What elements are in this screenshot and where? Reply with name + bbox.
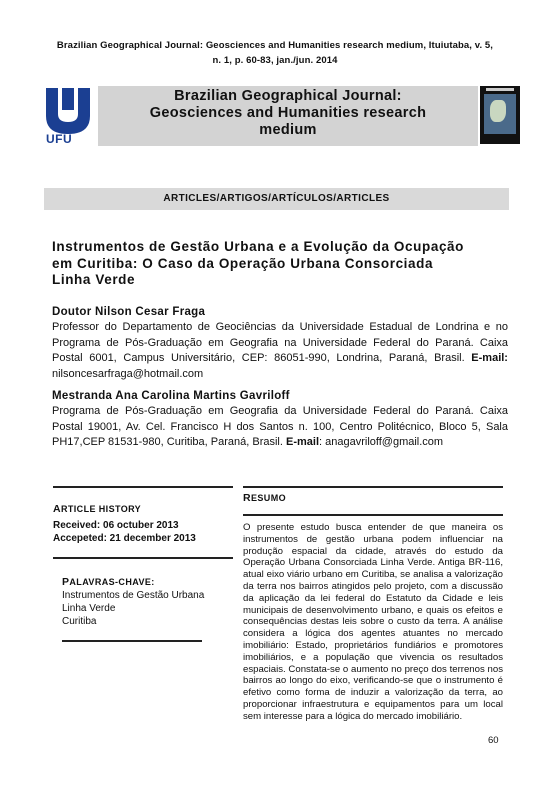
- logo-text: UFU: [46, 132, 73, 146]
- accepted-date: Accepeted: 21 december 2013: [53, 533, 196, 544]
- received-date: Received: 06 octuber 2013: [53, 520, 179, 531]
- author-email[interactable]: nilsoncesarfraga@hotmail.com: [52, 367, 204, 380]
- affiliation-text: Professor do Departamento de Geociências da Universidade Estadual de Londrina e no Programa de Pós-Graduação em Geografia na Universidade Federal do Paraná. Caixa Postal 6001, Campus Universitário, CEP: 86051-990, Londrina, Paraná, Brasil.: [52, 321, 508, 364]
- article-title-line2: em Curitiba: O Caso da Operação Urbana Consorciada: [52, 255, 434, 271]
- header-title-line3: medium: [259, 122, 317, 138]
- author-name: Doutor Nilson Cesar Fraga: [52, 306, 206, 318]
- resumo-heading: RESUMO: [243, 492, 286, 504]
- email-label: E-mail: [286, 436, 320, 448]
- divider: [243, 486, 503, 488]
- cover-map-icon: [490, 100, 506, 122]
- journal-citation-line2: n. 1, p. 60-83, jan./jun. 2014: [212, 55, 338, 66]
- abstract-text: O presente estudo busca entender de que maneira os instrumentos de gestão urbana podem influenciar na produção espacial da cidade, através do estudo da Operação Urbana Consorciada Linha Verde. Antiga BR-116, atual eixo viário urbano em Curitiba, se analisa a valorização da terra nos bairros atingidos pelo projeto, com a discussão da aplicação da lei federal do Estatuto da Cidade e leis municipais de desenvolvimento urbano, e quais os efeitos e consequências destas leis sobre o custo da terra. A análise considera a lógica dos agentes atuantes no mercado imobiliário: Estado, proprietários fundiários e promotores imobiliários, e a população que vivencia os resultados espaciais. Constata-se o aumento no preço dos terrenos nos bairros ao longo do eixo, verificando-se que o instrumento é efetivo como forma de induzir a valorização da terra, ao proporcionar infraestrutura e equipamentos para um local sem interesse para a lógica do mercado imobiliário.: [243, 522, 503, 722]
- divider: [53, 557, 233, 559]
- email-label: E-mail:: [471, 352, 508, 364]
- article-title: [52, 239, 512, 289]
- keywords-heading: PALAVRAS-CHAVE:: [62, 576, 155, 588]
- article-history-heading: ARTICLE HISTORY: [53, 503, 142, 515]
- page-number: 60: [488, 735, 499, 746]
- divider: [53, 486, 233, 488]
- divider: [243, 514, 503, 516]
- keyword-item: Instrumentos de Gestão Urbana: [62, 590, 205, 601]
- article-title-line1: Instrumentos de Gestão Urbana e a Evolução da Ocupação: [52, 239, 465, 254]
- journal-header-title: [98, 88, 478, 139]
- header-title-line1: Brazilian Geographical Journal:: [174, 88, 402, 104]
- section-label: ARTICLES/ARTIGOS/ARTÍCULOS/ARTICLES: [163, 193, 390, 204]
- header-title-line2: Geosciences and Humanities research: [149, 105, 427, 121]
- article-title-line3: Linha Verde: [52, 272, 136, 287]
- author-name: Mestranda Ana Carolina Martins Gavriloff: [52, 390, 290, 402]
- author-affiliation: [52, 404, 508, 451]
- journal-citation: [40, 38, 510, 68]
- journal-citation-line1: Brazilian Geographical Journal: Geosciences and Humanities research medium, Ituiutaba, v. 5,: [56, 40, 494, 51]
- author-email[interactable]: : anagavriloff@gmail.com: [319, 436, 444, 448]
- keyword-item: Curitiba: [62, 616, 97, 627]
- divider: [62, 640, 202, 642]
- journal-cover-thumbnail: [480, 86, 520, 144]
- keyword-item: Linha Verde: [62, 603, 116, 614]
- author-affiliation: [52, 320, 508, 382]
- affiliation-text: Programa de Pós-Graduação em Geografia da Universidade Federal do Paraná. Caixa Postal 19001, Av. Cel. Francisco H dos Santos n. 100, Centro Politécnico, Bloco 5, Sala PH17,CEP 81531-980, Curitiba, Paraná, Brasil.: [52, 405, 508, 448]
